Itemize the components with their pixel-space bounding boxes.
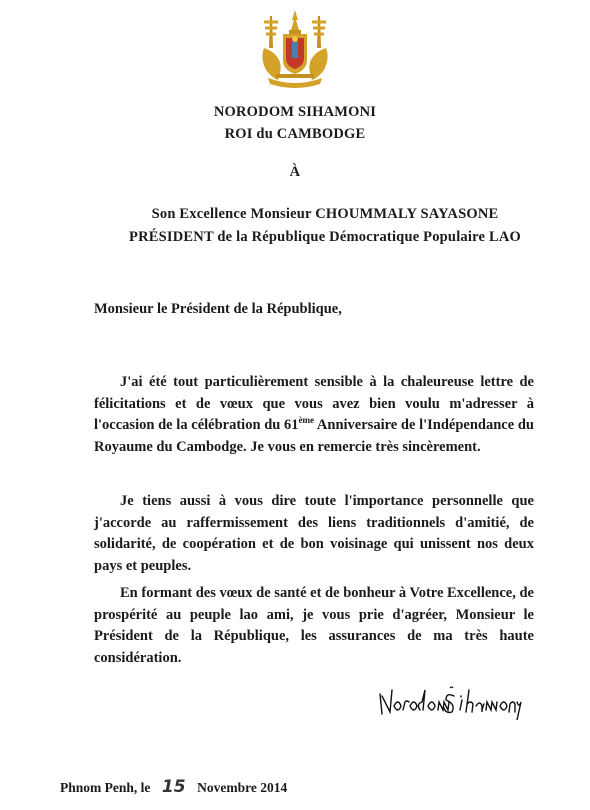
body-paragraph-2: Je tiens aussi à vous dire toute l'importance personnelle que j'accorde au raffermissement des liens traditionnels d'amitié, de solidarité, de coopération et de bon voisinage qui unissent nos deux pays et peuples. [94,493,534,574]
sender-name: NORODOM SIHAMONI [213,104,377,120]
place-label: Phnom Penh, le [60,780,151,795]
body-paragraph-1-text-a: J'ai été tout particulièrement sensible à la chaleureuse lettre de félicitations et de vœux que vous avez bien voulu m'adresser à l'occasion de la célébration du 61 [94,374,534,433]
body-paragraph-3: En formant des vœux de santé et de bonheur à Votre Excellence, de prospérité au peuple lao ami, je vous prie d'agréer, Monsieur le Président de la République, les assurances de ma très haute considération. [94,585,534,666]
royal-crest-icon [256,8,334,90]
to-label: À [289,164,301,180]
ordinal-superscript: ème [298,415,315,425]
signature [376,684,528,720]
month-year: Novembre 2014 [197,780,288,795]
royal-crest [256,8,334,90]
date-line [60,777,287,797]
day-handwritten: 15 [161,777,186,797]
body-paragraph-1 [94,372,534,458]
recipient-line-2: PRÉSIDENT de la République Démocratique Populaire LAO [129,229,521,245]
salutation: Monsieur le Président de la République, [94,301,342,317]
handwritten-signature [376,684,528,720]
body-paragraph-1-text-b: Anniversaire de l'Indépendance du Royaume du Cambodge. Je vous en remercie très sincèrement. [94,417,534,455]
recipient-line-1: Son Excellence Monsieur CHOUMMALY SAYASONE [151,206,499,222]
sender-title: ROI du CAMBODGE [224,126,366,142]
